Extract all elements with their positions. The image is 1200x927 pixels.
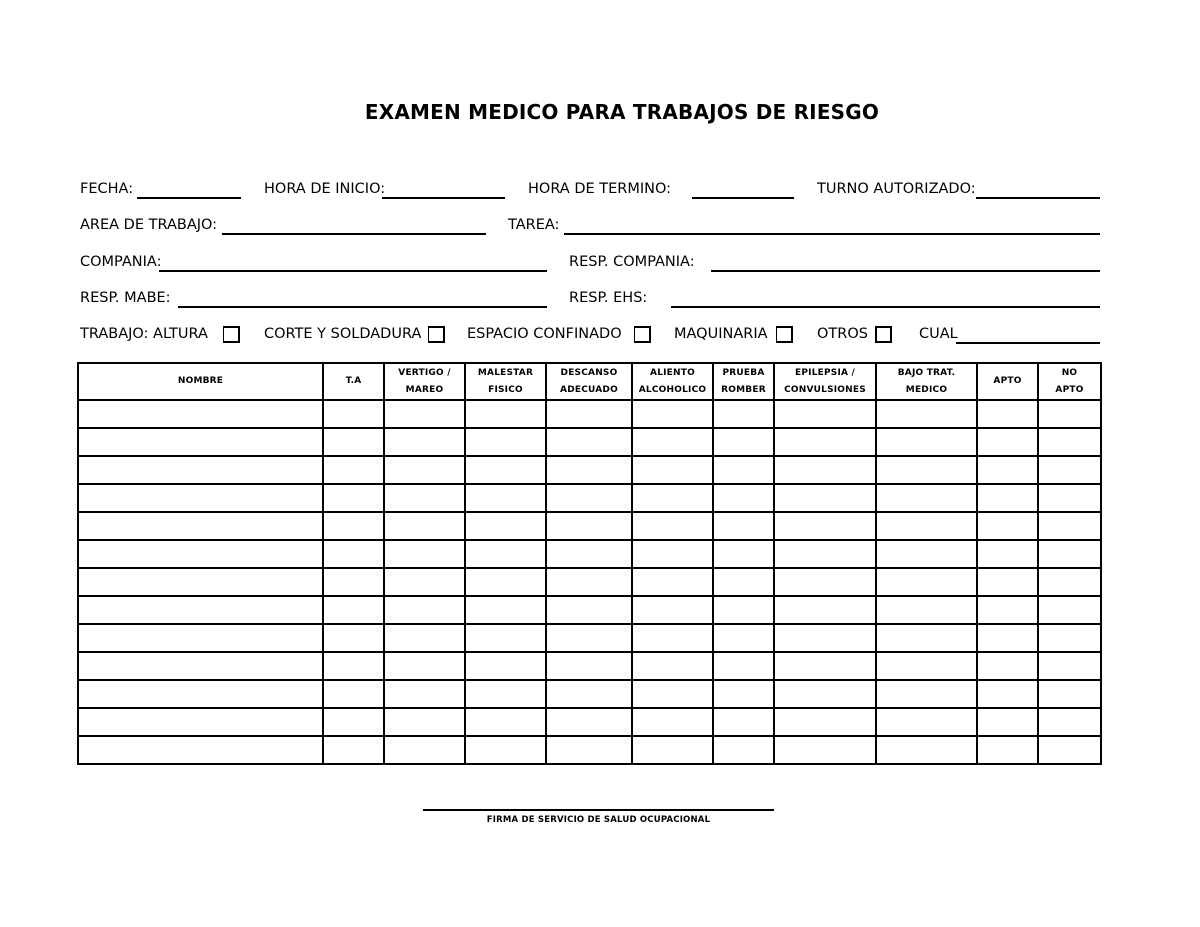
- table-cell[interactable]: [78, 512, 323, 540]
- table-cell[interactable]: [774, 512, 876, 540]
- table-cell[interactable]: [774, 652, 876, 680]
- turno-field[interactable]: [976, 197, 1100, 199]
- table-row: [78, 512, 1101, 540]
- exam-table: [77, 362, 1102, 765]
- table-cell[interactable]: [546, 568, 632, 596]
- table-row: [78, 708, 1101, 736]
- table-cell[interactable]: [977, 456, 1038, 484]
- compania-label: COMPANIA:: [80, 254, 162, 270]
- table-cell[interactable]: [632, 652, 713, 680]
- table-cell[interactable]: [713, 708, 774, 736]
- table-cell[interactable]: [713, 484, 774, 512]
- form-title: EXAMEN MEDICO PARA TRABAJOS DE RIESGO: [364, 100, 880, 124]
- table-cell[interactable]: [465, 428, 546, 456]
- table-cell[interactable]: [546, 708, 632, 736]
- table-cell[interactable]: [774, 568, 876, 596]
- table-row: [78, 736, 1101, 764]
- signature-line[interactable]: [423, 809, 774, 811]
- column-header-text: CONVULSIONES: [784, 384, 866, 395]
- column-header-text: NO: [1061, 367, 1078, 378]
- table-cell[interactable]: [1038, 596, 1101, 624]
- table-cell[interactable]: [78, 456, 323, 484]
- table-cell[interactable]: [384, 540, 465, 568]
- column-header-text: ALIENTO: [650, 367, 695, 378]
- table-row: [78, 568, 1101, 596]
- table-cell[interactable]: [876, 400, 977, 428]
- table-cell[interactable]: [323, 428, 384, 456]
- fecha-label: FECHA:: [80, 181, 134, 197]
- fecha-field[interactable]: [137, 197, 241, 199]
- trabajo-altura-label: TRABAJO: ALTURA: [80, 326, 208, 342]
- table-cell[interactable]: [977, 736, 1038, 764]
- column-header: [632, 363, 713, 400]
- column-header-text: MAREO: [405, 384, 444, 395]
- table-cell[interactable]: [774, 624, 876, 652]
- table-cell[interactable]: [546, 624, 632, 652]
- table-cell[interactable]: [632, 428, 713, 456]
- otros-checkbox[interactable]: [875, 326, 892, 343]
- table-cell[interactable]: [323, 736, 384, 764]
- table-cell[interactable]: [323, 708, 384, 736]
- tarea-field[interactable]: [564, 233, 1100, 235]
- table-cell[interactable]: [876, 736, 977, 764]
- table-cell[interactable]: [465, 652, 546, 680]
- table-row: [78, 680, 1101, 708]
- table-cell[interactable]: [465, 484, 546, 512]
- table-cell[interactable]: [632, 540, 713, 568]
- table-cell[interactable]: [78, 540, 323, 568]
- table-cell[interactable]: [1038, 680, 1101, 708]
- table-cell[interactable]: [384, 568, 465, 596]
- table-cell[interactable]: [632, 708, 713, 736]
- table-cell[interactable]: [323, 484, 384, 512]
- table-cell[interactable]: [78, 652, 323, 680]
- table-cell[interactable]: [1038, 540, 1101, 568]
- table-header-row: [78, 363, 1101, 400]
- table-row: [78, 484, 1101, 512]
- area-label: AREA DE TRABAJO:: [80, 217, 218, 233]
- table-cell[interactable]: [713, 680, 774, 708]
- table-cell[interactable]: [632, 680, 713, 708]
- table-row: [78, 400, 1101, 428]
- table-cell[interactable]: [323, 652, 384, 680]
- table-row: [78, 624, 1101, 652]
- table-cell[interactable]: [465, 624, 546, 652]
- table-cell[interactable]: [876, 456, 977, 484]
- table-cell[interactable]: [384, 652, 465, 680]
- column-header: [546, 363, 632, 400]
- table-cell[interactable]: [876, 540, 977, 568]
- table-cell[interactable]: [78, 624, 323, 652]
- table-cell[interactable]: [977, 540, 1038, 568]
- table-cell[interactable]: [713, 512, 774, 540]
- table-cell[interactable]: [323, 568, 384, 596]
- table-cell[interactable]: [323, 456, 384, 484]
- table-cell[interactable]: [323, 540, 384, 568]
- table-cell[interactable]: [1038, 568, 1101, 596]
- table-cell[interactable]: [78, 736, 323, 764]
- altura-checkbox[interactable]: [223, 326, 240, 343]
- column-header-text: FISICO: [488, 384, 523, 395]
- table-cell[interactable]: [78, 400, 323, 428]
- table-cell[interactable]: [876, 680, 977, 708]
- column-header: [1038, 363, 1101, 400]
- table-cell[interactable]: [323, 624, 384, 652]
- table-cell[interactable]: [465, 708, 546, 736]
- table-cell[interactable]: [876, 568, 977, 596]
- column-header-text: DESCANSO: [560, 367, 618, 378]
- table-cell[interactable]: [977, 596, 1038, 624]
- signature-label: FIRMA DE SERVICIO DE SALUD OCUPACIONAL: [486, 815, 711, 825]
- table-cell[interactable]: [632, 736, 713, 764]
- resp-ehs-label: RESP. EHS:: [569, 290, 648, 306]
- table-row: [78, 652, 1101, 680]
- otros-label: OTROS: [817, 326, 868, 342]
- column-header-text: BAJO TRAT.: [897, 367, 956, 378]
- table-row: [78, 540, 1101, 568]
- column-header-text: MALESTAR: [477, 367, 534, 378]
- column-header: [713, 363, 774, 400]
- maquinaria-label: MAQUINARIA: [674, 326, 768, 342]
- table-cell[interactable]: [713, 428, 774, 456]
- table-cell[interactable]: [384, 484, 465, 512]
- table-cell[interactable]: [632, 484, 713, 512]
- table-cell[interactable]: [465, 512, 546, 540]
- table-cell[interactable]: [713, 652, 774, 680]
- column-header-text: NOMBRE: [177, 376, 224, 386]
- table-cell[interactable]: [546, 428, 632, 456]
- column-header-text: ROMBER: [721, 384, 766, 395]
- table-cell[interactable]: [774, 708, 876, 736]
- table-cell[interactable]: [977, 568, 1038, 596]
- column-header: [977, 363, 1038, 400]
- table-cell[interactable]: [632, 568, 713, 596]
- table-cell[interactable]: [876, 484, 977, 512]
- table-cell[interactable]: [546, 736, 632, 764]
- table-cell[interactable]: [713, 400, 774, 428]
- table-cell[interactable]: [465, 400, 546, 428]
- table-cell[interactable]: [78, 708, 323, 736]
- table-cell[interactable]: [632, 400, 713, 428]
- column-header-text: APTO: [1055, 384, 1084, 395]
- table-cell[interactable]: [977, 680, 1038, 708]
- resp-ehs-field[interactable]: [671, 306, 1100, 308]
- table-cell[interactable]: [1038, 652, 1101, 680]
- table-cell[interactable]: [546, 596, 632, 624]
- column-header-text: PRUEBA: [722, 367, 765, 378]
- column-header: [774, 363, 876, 400]
- column-header-text: MEDICO: [905, 384, 948, 395]
- table-cell[interactable]: [713, 540, 774, 568]
- table-cell[interactable]: [546, 512, 632, 540]
- table-cell[interactable]: [384, 512, 465, 540]
- table-cell[interactable]: [78, 680, 323, 708]
- espacio-confinado-checkbox[interactable]: [634, 326, 651, 343]
- column-header-text: APTO: [993, 376, 1022, 386]
- table-cell[interactable]: [1038, 428, 1101, 456]
- table-cell[interactable]: [78, 596, 323, 624]
- table-cell[interactable]: [774, 736, 876, 764]
- column-header: [465, 363, 546, 400]
- table-cell[interactable]: [546, 540, 632, 568]
- tarea-label: TAREA:: [508, 217, 560, 233]
- table-cell[interactable]: [384, 680, 465, 708]
- table-body: [78, 400, 1101, 764]
- table-cell[interactable]: [977, 484, 1038, 512]
- resp-compania-label: RESP. COMPANIA:: [569, 254, 695, 270]
- table-cell[interactable]: [713, 736, 774, 764]
- table-cell[interactable]: [465, 568, 546, 596]
- table-cell[interactable]: [78, 428, 323, 456]
- table-cell[interactable]: [546, 484, 632, 512]
- table-cell[interactable]: [78, 484, 323, 512]
- corte-soldadura-label: CORTE Y SOLDADURA: [264, 326, 422, 342]
- column-header-text: ADECUADO: [560, 384, 618, 395]
- table-cell[interactable]: [1038, 512, 1101, 540]
- column-header: [323, 363, 384, 400]
- table-cell[interactable]: [713, 456, 774, 484]
- table-cell[interactable]: [876, 596, 977, 624]
- table-cell[interactable]: [323, 400, 384, 428]
- table-cell[interactable]: [774, 596, 876, 624]
- hora-inicio-field[interactable]: [382, 197, 505, 199]
- table-cell[interactable]: [465, 736, 546, 764]
- table-cell[interactable]: [876, 708, 977, 736]
- table-cell[interactable]: [977, 624, 1038, 652]
- table-cell[interactable]: [465, 456, 546, 484]
- table-cell[interactable]: [384, 596, 465, 624]
- table-cell[interactable]: [876, 652, 977, 680]
- table-cell[interactable]: [774, 540, 876, 568]
- table-row: [78, 456, 1101, 484]
- table-cell[interactable]: [774, 428, 876, 456]
- table-cell[interactable]: [632, 624, 713, 652]
- table-cell[interactable]: [632, 512, 713, 540]
- table-cell[interactable]: [1038, 736, 1101, 764]
- hora-termino-label: HORA DE TERMINO:: [528, 181, 672, 197]
- table-cell[interactable]: [1038, 624, 1101, 652]
- hora-termino-field[interactable]: [692, 197, 794, 199]
- table-cell[interactable]: [384, 400, 465, 428]
- table-cell[interactable]: [774, 456, 876, 484]
- table-cell[interactable]: [384, 736, 465, 764]
- table-cell[interactable]: [323, 512, 384, 540]
- table-cell[interactable]: [1038, 708, 1101, 736]
- table-cell[interactable]: [713, 568, 774, 596]
- table-cell[interactable]: [78, 568, 323, 596]
- column-header-text: VERTIGO /: [398, 367, 451, 378]
- table-cell[interactable]: [546, 400, 632, 428]
- table-cell[interactable]: [713, 624, 774, 652]
- table-cell[interactable]: [977, 708, 1038, 736]
- table-cell[interactable]: [1038, 400, 1101, 428]
- table-cell[interactable]: [977, 512, 1038, 540]
- table-cell[interactable]: [384, 456, 465, 484]
- table-cell[interactable]: [384, 428, 465, 456]
- table-cell[interactable]: [977, 428, 1038, 456]
- table-cell[interactable]: [977, 652, 1038, 680]
- maquinaria-checkbox[interactable]: [776, 326, 793, 343]
- area-field[interactable]: [222, 233, 486, 235]
- compania-field[interactable]: [159, 270, 547, 272]
- resp-compania-field[interactable]: [711, 270, 1100, 272]
- column-header: [384, 363, 465, 400]
- table-cell[interactable]: [323, 680, 384, 708]
- table-cell[interactable]: [876, 512, 977, 540]
- table-cell[interactable]: [546, 652, 632, 680]
- table-cell[interactable]: [384, 624, 465, 652]
- table-cell[interactable]: [713, 596, 774, 624]
- table-cell[interactable]: [774, 484, 876, 512]
- cual-label: CUAL: [919, 326, 958, 342]
- table-cell[interactable]: [465, 596, 546, 624]
- cual-field[interactable]: [956, 342, 1100, 344]
- column-header-text: T.A: [345, 376, 362, 386]
- table-cell[interactable]: [1038, 456, 1101, 484]
- table-cell[interactable]: [876, 624, 977, 652]
- table-cell[interactable]: [384, 708, 465, 736]
- table-cell[interactable]: [977, 400, 1038, 428]
- table-cell[interactable]: [546, 680, 632, 708]
- turno-label: TURNO AUTORIZADO:: [817, 181, 976, 197]
- table-row: [78, 428, 1101, 456]
- table-cell[interactable]: [465, 680, 546, 708]
- table-cell[interactable]: [876, 428, 977, 456]
- table-cell[interactable]: [1038, 484, 1101, 512]
- column-header: [78, 363, 323, 400]
- table-cell[interactable]: [465, 540, 546, 568]
- table-cell[interactable]: [774, 400, 876, 428]
- column-header: [876, 363, 977, 400]
- espacio-confinado-label: ESPACIO CONFINADO: [467, 326, 622, 342]
- table-cell[interactable]: [546, 456, 632, 484]
- resp-mabe-label: RESP. MABE:: [80, 290, 171, 306]
- resp-mabe-field[interactable]: [178, 306, 547, 308]
- table-row: [78, 596, 1101, 624]
- table-cell[interactable]: [632, 456, 713, 484]
- column-header-text: ALCOHOLICO: [638, 384, 707, 395]
- column-header-text: EPILEPSIA /: [795, 367, 855, 378]
- table-cell[interactable]: [632, 596, 713, 624]
- corte-soldadura-checkbox[interactable]: [428, 326, 445, 343]
- table-cell[interactable]: [774, 680, 876, 708]
- table-cell[interactable]: [323, 596, 384, 624]
- hora-inicio-label: HORA DE INICIO:: [264, 181, 386, 197]
